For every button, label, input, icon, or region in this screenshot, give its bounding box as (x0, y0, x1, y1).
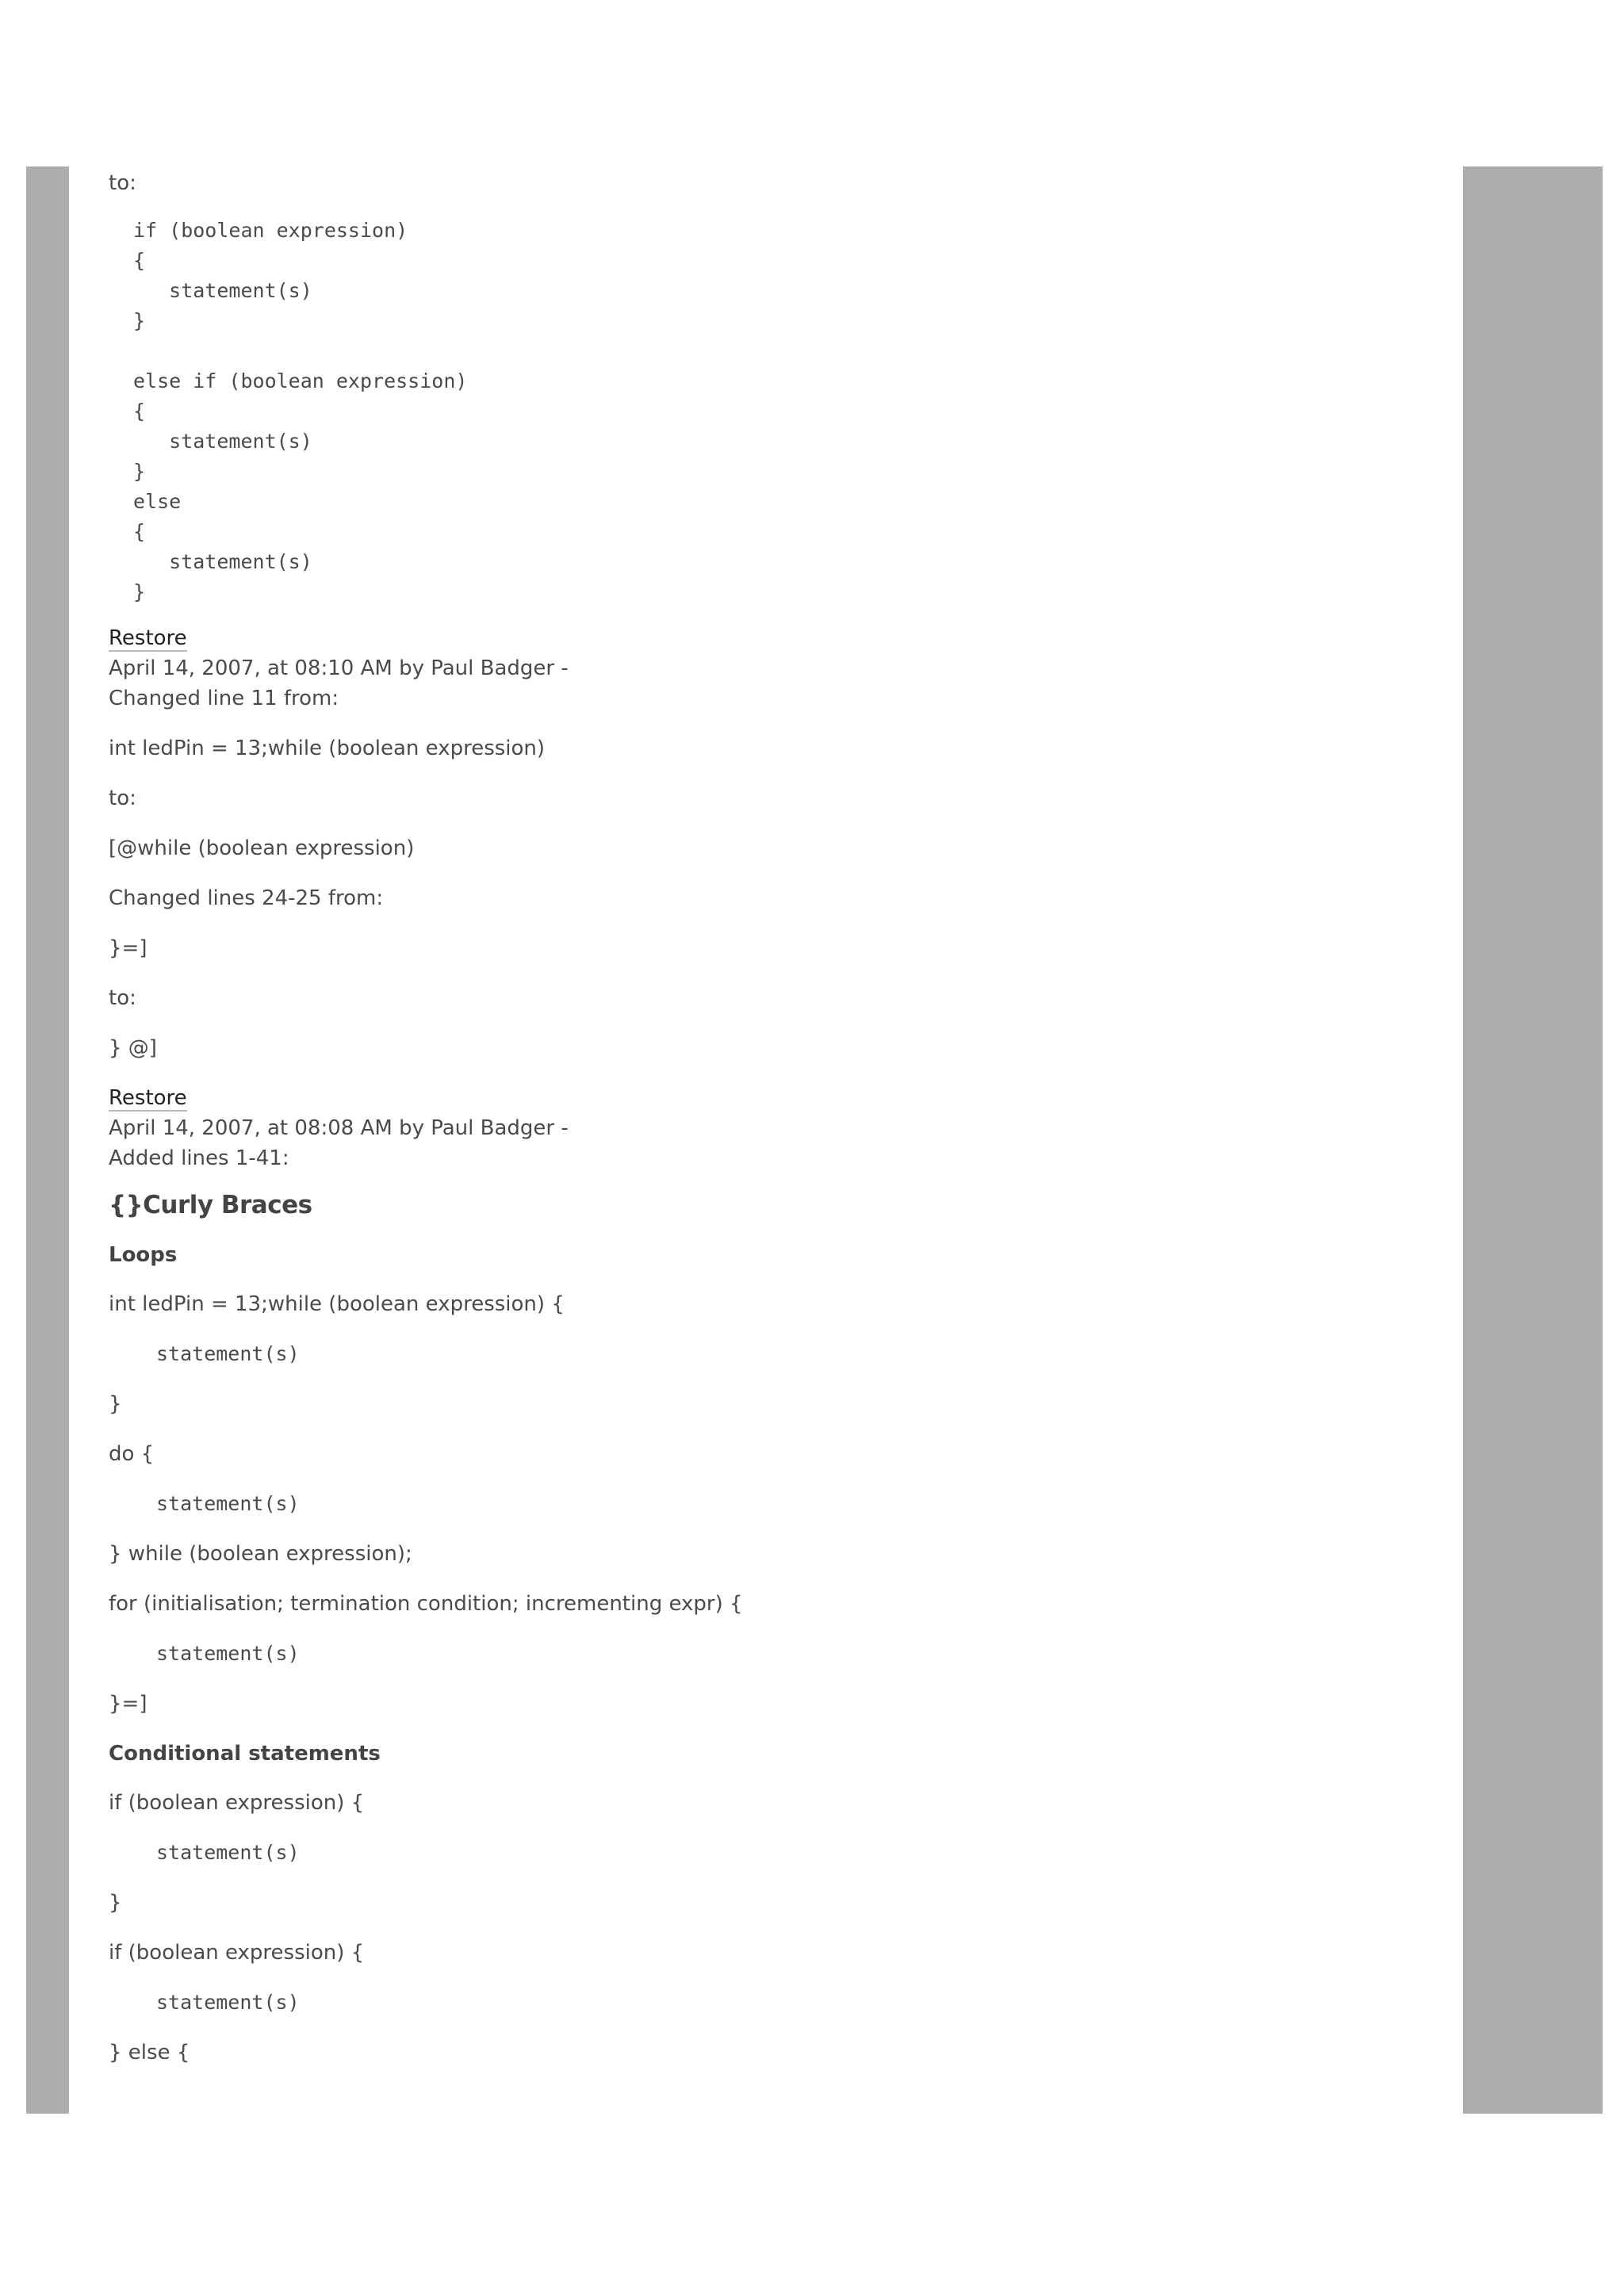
code-block: if (boolean expression) { statement(s) } else if (boolean expression) { statement(s) } else { statement(s) } (133, 219, 468, 603)
diff-line: }=] (109, 936, 147, 960)
code-statement: statement(s) (156, 1642, 300, 1665)
change-note: Changed line 11 from: (109, 687, 339, 710)
change-note: Changed lines 24-25 from: (109, 886, 384, 910)
diff-line: } @] (109, 1036, 157, 1060)
code-statement: statement(s) (156, 1841, 300, 1864)
code-line: } while (boolean expression); (109, 1542, 412, 1566)
revision-meta: April 14, 2007, at 08:08 AM by Paul Badger - (109, 1116, 569, 1140)
subsection-heading-conditionals: Conditional statements (109, 1742, 381, 1766)
restore-link[interactable]: Restore (109, 1086, 187, 1110)
code-line: int ledPin = 13;while (boolean expression) { (109, 1292, 565, 1316)
code-line: for (initialisation; termination condition; incrementing expr) { (109, 1592, 743, 1616)
left-margin-bar (26, 166, 69, 2114)
code-line: } else { (109, 2041, 190, 2064)
change-note: Added lines 1-41: (109, 1146, 289, 1170)
code-line: if (boolean expression) { (109, 1791, 365, 1815)
to-label: to: (109, 786, 136, 810)
code-line: } (109, 1392, 122, 1416)
diff-line: [@while (boolean expression) (109, 836, 415, 860)
to-label: to: (109, 986, 136, 1010)
section-heading: {}Curly Braces (109, 1191, 312, 1219)
code-line: }=] (109, 1692, 147, 1716)
code-line: do { (109, 1442, 155, 1466)
code-statement: statement(s) (156, 1492, 300, 1515)
code-line: } (109, 1891, 122, 1915)
code-statement: statement(s) (156, 1342, 300, 1365)
restore-link[interactable]: Restore (109, 626, 187, 650)
right-margin-bar (1463, 166, 1603, 2114)
diff-line: int ledPin = 13;while (boolean expression) (109, 737, 546, 760)
code-line: if (boolean expression) { (109, 1941, 365, 1965)
to-label: to: (109, 171, 136, 195)
code-statement: statement(s) (156, 1991, 300, 2014)
page-content (109, 168, 1441, 2087)
subsection-heading-loops: Loops (109, 1243, 178, 1267)
revision-meta: April 14, 2007, at 08:10 AM by Paul Badger - (109, 656, 569, 680)
